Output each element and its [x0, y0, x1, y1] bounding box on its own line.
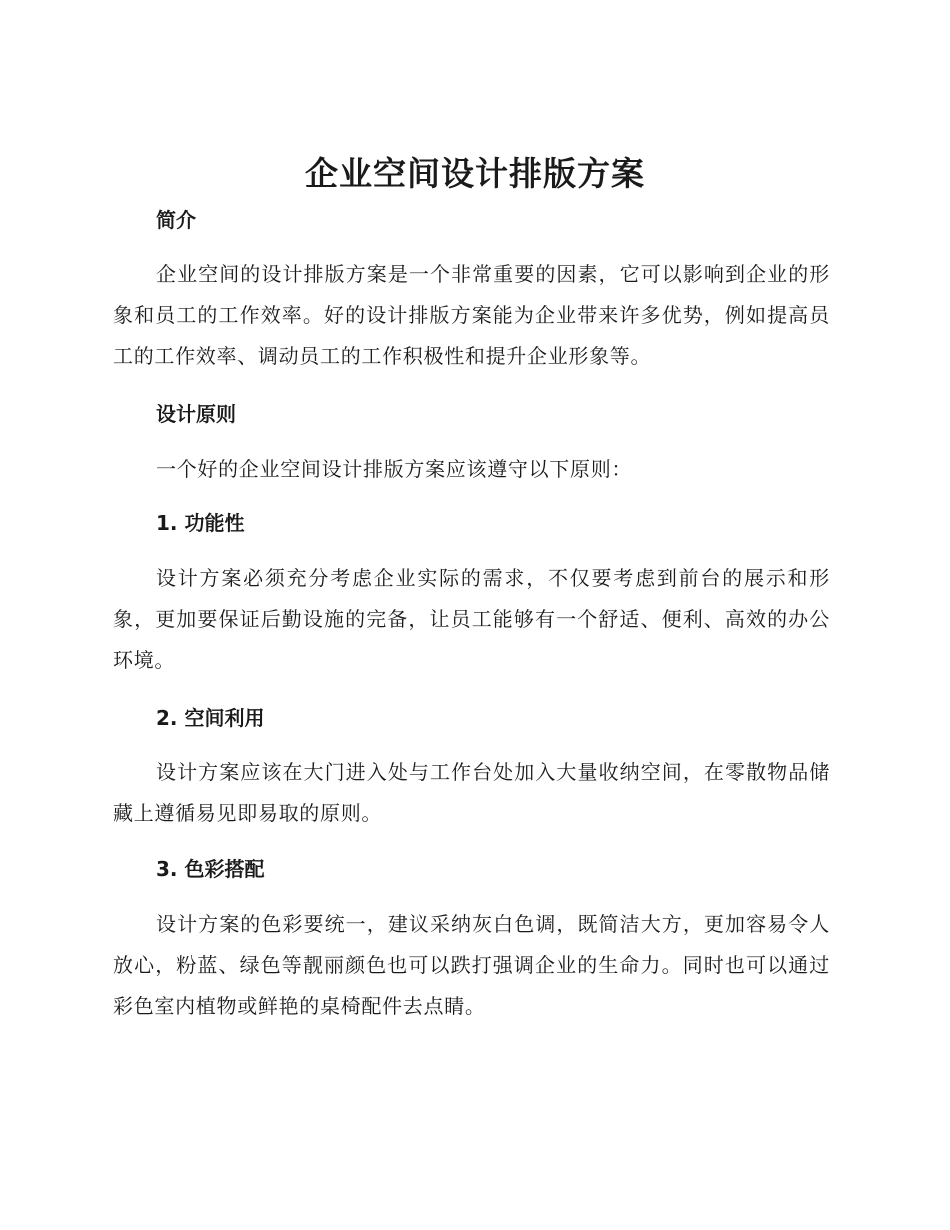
paragraph-space-use: 设计方案应该在大门进入处与工作台处加入大量收纳空间，在零散物品储藏上遵循易见即易取的原则。	[113, 760, 830, 825]
section-heading-intro: 简介	[156, 208, 196, 232]
paragraph-functionality: 设计方案必须充分考虑企业实际的需求，不仅要考虑到前台的展示和形象，更加要保证后勤设施的完备，让员工能够有一个舒适、便利、高效的办公环境。	[113, 566, 830, 672]
paragraph-color: 设计方案的色彩要统一，建议采纳灰白色调，既简洁大方，更加容易令人放心，粉蓝、绿色等靓丽颜色也可以跌打强调企业的生命力。同时也可以通过彩色室内植物或鲜艳的桌椅配件去点睛。	[113, 912, 830, 1018]
section-heading-space-use: 2. 空间利用	[156, 706, 265, 730]
section-heading-color: 3. 色彩搭配	[156, 857, 265, 881]
document-title: 企业空间设计排版方案	[305, 154, 645, 193]
paragraph-intro: 企业空间的设计排版方案是一个非常重要的因素，它可以影响到企业的形象和员工的工作效率。好的设计排版方案能为企业带来许多优势，例如提高员工的工作效率、调动员工的工作积极性和提升企业形象等。	[113, 262, 830, 368]
section-heading-principles: 设计原则	[156, 402, 236, 426]
section-heading-functionality: 1. 功能性	[156, 511, 245, 535]
paragraph-principles: 一个好的企业空间设计排版方案应该遵守以下原则：	[156, 457, 633, 481]
